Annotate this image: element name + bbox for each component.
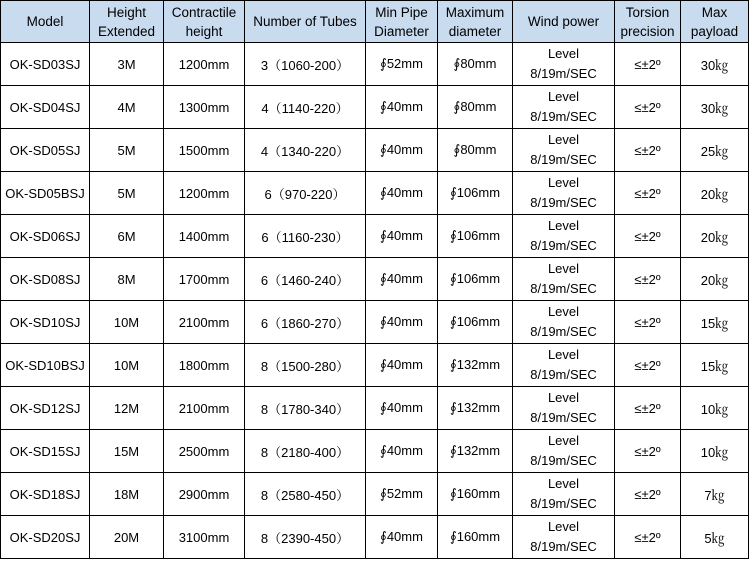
cell-torsion xyxy=(615,215,681,258)
table-row xyxy=(1,215,749,258)
cell-torsion xyxy=(615,258,681,301)
cell-height xyxy=(90,473,164,516)
wind-speed-text: 8/19m/SEC xyxy=(530,238,597,253)
table-row xyxy=(1,516,749,559)
cell-height xyxy=(90,516,164,559)
height-text: 10M xyxy=(113,357,140,373)
contractile-text: 1500mm xyxy=(178,142,230,158)
cell-contractile xyxy=(164,172,245,215)
cell-tubes xyxy=(245,516,366,559)
cell-min-pipe xyxy=(366,172,438,215)
cell-min-pipe xyxy=(366,86,438,129)
cell-torsion xyxy=(615,301,681,344)
tubes-text: 4（1140-220） xyxy=(261,100,349,116)
contractile-text: 1400mm xyxy=(178,228,230,244)
cell-min-pipe xyxy=(366,215,438,258)
cell-payload xyxy=(681,258,749,301)
cell-payload xyxy=(681,172,749,215)
table-row xyxy=(1,473,749,516)
min-pipe-text: ∮52mm xyxy=(380,486,423,501)
cell-contractile xyxy=(164,387,245,430)
cell-torsion xyxy=(615,387,681,430)
cell-contractile xyxy=(164,129,245,172)
wind-level-text: Level xyxy=(547,390,580,405)
height-text: 10M xyxy=(113,314,140,330)
cell-max-diameter xyxy=(438,430,513,473)
model-text: OK-SD20SJ xyxy=(9,529,81,545)
cell-wind xyxy=(513,86,615,129)
payload-text: 5㎏ xyxy=(704,530,725,546)
cell-tubes xyxy=(245,215,366,258)
torsion-text: ≤±2º xyxy=(634,228,661,244)
table-row xyxy=(1,258,749,301)
height-text: 6M xyxy=(117,228,136,244)
cell-min-pipe xyxy=(366,301,438,344)
cell-payload xyxy=(681,516,749,559)
tubes-text: 8（2390-450） xyxy=(260,530,350,546)
cell-contractile xyxy=(164,215,245,258)
cell-payload xyxy=(681,301,749,344)
torsion-text: ≤±2º xyxy=(634,99,661,115)
cell-payload xyxy=(681,215,749,258)
cell-wind xyxy=(513,215,615,258)
wind-speed-text: 8/19m/SEC xyxy=(530,324,597,339)
wind-speed-text: 8/19m/SEC xyxy=(530,410,597,425)
wind-level-text: Level xyxy=(547,519,580,534)
torsion-text: ≤±2º xyxy=(634,185,661,201)
wind-level-text: Level xyxy=(547,476,580,491)
table-row xyxy=(1,43,749,86)
payload-text: 30㎏ xyxy=(700,57,729,73)
table-row xyxy=(1,301,749,344)
header-cell-height xyxy=(90,1,164,43)
tubes-text: 6（1160-230） xyxy=(261,229,349,245)
cell-height xyxy=(90,86,164,129)
cell-tubes xyxy=(245,387,366,430)
cell-contractile xyxy=(164,258,245,301)
max-diameter-text: ∮106mm xyxy=(449,228,501,243)
cell-model xyxy=(1,430,90,473)
contractile-text: 2100mm xyxy=(178,400,230,416)
header-text: Min Pipe xyxy=(375,4,428,20)
max-diameter-text: ∮80mm xyxy=(453,56,497,71)
payload-text: 10㎏ xyxy=(700,444,729,460)
payload-text: 20㎏ xyxy=(700,272,729,288)
header-text: Wind power xyxy=(527,14,600,29)
model-text: OK-SD18SJ xyxy=(9,486,81,502)
min-pipe-text: ∮40mm xyxy=(380,142,423,157)
contractile-text: 2900mm xyxy=(178,486,230,502)
payload-text: 7㎏ xyxy=(704,487,725,503)
header-text: Max xyxy=(701,4,728,20)
model-text: OK-SD08SJ xyxy=(9,271,81,287)
header-text: Diameter xyxy=(374,23,429,39)
wind-level-text: Level xyxy=(547,347,580,362)
cell-min-pipe xyxy=(366,43,438,86)
wind-speed-text: 8/19m/SEC xyxy=(530,109,597,124)
cell-model xyxy=(1,301,90,344)
cell-payload xyxy=(681,43,749,86)
cell-max-diameter xyxy=(438,215,513,258)
min-pipe-text: ∮40mm xyxy=(380,228,423,243)
wind-speed-text: 8/19m/SEC xyxy=(530,195,597,210)
wind-level-text: Level xyxy=(547,261,580,276)
cell-max-diameter xyxy=(438,516,513,559)
cell-payload xyxy=(681,387,749,430)
model-text: OK-SD10BSJ xyxy=(5,357,85,373)
cell-tubes xyxy=(245,344,366,387)
cell-height xyxy=(90,301,164,344)
contractile-text: 1300mm xyxy=(178,99,230,115)
header-cell-min-pipe xyxy=(366,1,438,43)
cell-contractile xyxy=(164,301,245,344)
header-text: diameter xyxy=(448,23,502,39)
height-text: 4M xyxy=(117,99,136,115)
cell-payload xyxy=(681,430,749,473)
tubes-text: 8（1780-340） xyxy=(260,401,350,417)
torsion-text: ≤±2º xyxy=(634,357,661,373)
cell-model xyxy=(1,344,90,387)
cell-model xyxy=(1,43,90,86)
cell-max-diameter xyxy=(438,129,513,172)
tubes-text: 8（2180-400） xyxy=(260,444,350,460)
cell-max-diameter xyxy=(438,258,513,301)
cell-wind xyxy=(513,387,615,430)
header-text: Maximum xyxy=(445,4,505,20)
cell-model xyxy=(1,215,90,258)
cell-max-diameter xyxy=(438,86,513,129)
header-cell-max-diameter xyxy=(438,1,513,43)
cell-max-diameter xyxy=(438,387,513,430)
wind-level-text: Level xyxy=(547,304,580,319)
cell-max-diameter xyxy=(438,473,513,516)
header-cell-contractile xyxy=(164,1,245,43)
min-pipe-text: ∮40mm xyxy=(380,314,423,329)
tubes-text: 8（2580-450） xyxy=(260,487,350,503)
cell-wind xyxy=(513,172,615,215)
max-diameter-text: ∮106mm xyxy=(449,314,501,329)
model-text: OK-SD05BSJ xyxy=(5,185,85,201)
cell-wind xyxy=(513,344,615,387)
torsion-text: ≤±2º xyxy=(634,400,661,416)
cell-payload xyxy=(681,473,749,516)
header-text: Extended xyxy=(97,23,156,39)
max-diameter-text: ∮106mm xyxy=(449,271,501,286)
wind-speed-text: 8/19m/SEC xyxy=(530,152,597,167)
cell-tubes xyxy=(245,430,366,473)
max-diameter-text: ∮132mm xyxy=(449,400,501,415)
header-row xyxy=(1,1,749,43)
header-text: Torsion xyxy=(625,4,670,20)
cell-model xyxy=(1,387,90,430)
max-diameter-text: ∮106mm xyxy=(449,185,501,200)
header-cell-wind xyxy=(513,1,615,43)
payload-text: 15㎏ xyxy=(700,358,729,374)
wind-level-text: Level xyxy=(547,132,580,147)
header-text: height xyxy=(185,23,223,39)
height-text: 20M xyxy=(113,529,140,545)
cell-height xyxy=(90,430,164,473)
contractile-text: 1200mm xyxy=(178,56,230,72)
table-row xyxy=(1,129,749,172)
model-text: OK-SD05SJ xyxy=(9,142,81,158)
header-cell-model xyxy=(1,1,90,43)
height-text: 18M xyxy=(113,486,140,502)
cell-wind xyxy=(513,430,615,473)
cell-torsion xyxy=(615,172,681,215)
model-text: OK-SD04SJ xyxy=(9,99,81,115)
cell-min-pipe xyxy=(366,516,438,559)
payload-text: 10㎏ xyxy=(700,401,729,417)
table-row xyxy=(1,86,749,129)
header-text: payload xyxy=(690,23,739,39)
max-diameter-text: ∮160mm xyxy=(449,486,501,501)
cell-height xyxy=(90,215,164,258)
min-pipe-text: ∮40mm xyxy=(380,443,423,458)
cell-wind xyxy=(513,473,615,516)
torsion-text: ≤±2º xyxy=(634,529,661,545)
model-text: OK-SD10SJ xyxy=(9,314,81,330)
model-text: OK-SD15SJ xyxy=(9,443,81,459)
wind-speed-text: 8/19m/SEC xyxy=(530,281,597,296)
contractile-text: 3100mm xyxy=(178,529,230,545)
cell-height xyxy=(90,129,164,172)
min-pipe-text: ∮40mm xyxy=(380,357,423,372)
cell-height xyxy=(90,172,164,215)
cell-torsion xyxy=(615,516,681,559)
cell-torsion xyxy=(615,344,681,387)
table-row xyxy=(1,172,749,215)
cell-max-diameter xyxy=(438,172,513,215)
cell-max-diameter xyxy=(438,43,513,86)
cell-model xyxy=(1,516,90,559)
cell-model xyxy=(1,473,90,516)
payload-text: 20㎏ xyxy=(700,229,729,245)
cell-contractile xyxy=(164,516,245,559)
max-diameter-text: ∮132mm xyxy=(449,443,501,458)
wind-speed-text: 8/19m/SEC xyxy=(530,66,597,81)
header-cell-tubes xyxy=(245,1,366,43)
header-text: precision xyxy=(620,23,675,39)
torsion-text: ≤±2º xyxy=(634,56,661,72)
cell-min-pipe xyxy=(366,473,438,516)
tubes-text: 3（1060-200） xyxy=(260,57,350,73)
cell-wind xyxy=(513,43,615,86)
table-body xyxy=(1,43,749,559)
torsion-text: ≤±2º xyxy=(634,142,661,158)
min-pipe-text: ∮40mm xyxy=(380,271,423,286)
height-text: 15M xyxy=(113,443,140,459)
cell-tubes xyxy=(245,172,366,215)
wind-speed-text: 8/19m/SEC xyxy=(530,367,597,382)
min-pipe-text: ∮40mm xyxy=(380,99,423,114)
wind-level-text: Level xyxy=(547,46,580,61)
cell-torsion xyxy=(615,129,681,172)
contractile-text: 2500mm xyxy=(178,443,230,459)
cell-min-pipe xyxy=(366,387,438,430)
wind-speed-text: 8/19m/SEC xyxy=(530,496,597,511)
wind-speed-text: 8/19m/SEC xyxy=(530,453,597,468)
min-pipe-text: ∮40mm xyxy=(380,529,423,544)
cell-contractile xyxy=(164,473,245,516)
payload-text: 20㎏ xyxy=(700,186,729,202)
cell-tubes xyxy=(245,301,366,344)
model-text: OK-SD03SJ xyxy=(9,56,81,72)
cell-tubes xyxy=(245,129,366,172)
model-text: OK-SD12SJ xyxy=(9,400,81,416)
min-pipe-text: ∮40mm xyxy=(380,400,423,415)
cell-payload xyxy=(681,86,749,129)
table-row xyxy=(1,430,749,473)
cell-height xyxy=(90,258,164,301)
cell-min-pipe xyxy=(366,430,438,473)
cell-model xyxy=(1,86,90,129)
wind-speed-text: 8/19m/SEC xyxy=(530,539,597,554)
cell-height xyxy=(90,344,164,387)
tubes-text: 6（970-220） xyxy=(264,186,346,202)
tubes-text: 6（1860-270） xyxy=(260,315,350,331)
cell-contractile xyxy=(164,43,245,86)
payload-text: 25㎏ xyxy=(700,143,729,159)
cell-model xyxy=(1,129,90,172)
cell-wind xyxy=(513,301,615,344)
torsion-text: ≤±2º xyxy=(634,271,661,287)
cell-payload xyxy=(681,344,749,387)
contractile-text: 2100mm xyxy=(178,314,230,330)
wind-level-text: Level xyxy=(547,89,580,104)
cell-model xyxy=(1,258,90,301)
min-pipe-text: ∮52mm xyxy=(380,56,423,71)
cell-contractile xyxy=(164,86,245,129)
height-text: 5M xyxy=(117,185,136,201)
cell-torsion xyxy=(615,43,681,86)
cell-wind xyxy=(513,258,615,301)
cell-wind xyxy=(513,129,615,172)
torsion-text: ≤±2º xyxy=(634,314,661,330)
payload-text: 30㎏ xyxy=(700,100,729,116)
cell-payload xyxy=(681,129,749,172)
cell-tubes xyxy=(245,86,366,129)
height-text: 12M xyxy=(113,400,140,416)
cell-height xyxy=(90,387,164,430)
cell-contractile xyxy=(164,344,245,387)
model-text: OK-SD06SJ xyxy=(9,228,81,244)
cell-torsion xyxy=(615,473,681,516)
contractile-text: 1800mm xyxy=(178,357,230,373)
header-cell-payload xyxy=(681,1,749,43)
table-row xyxy=(1,387,749,430)
header-text: Contractile xyxy=(171,4,237,20)
cell-torsion xyxy=(615,430,681,473)
cell-max-diameter xyxy=(438,301,513,344)
contractile-text: 1200mm xyxy=(178,185,230,201)
height-text: 5M xyxy=(117,142,136,158)
tubes-text: 6（1460-240） xyxy=(260,272,350,288)
max-diameter-text: ∮80mm xyxy=(453,99,497,114)
header-text: Model xyxy=(26,14,64,29)
cell-min-pipe xyxy=(366,258,438,301)
cell-min-pipe xyxy=(366,344,438,387)
cell-torsion xyxy=(615,86,681,129)
cell-tubes xyxy=(245,43,366,86)
cell-tubes xyxy=(245,473,366,516)
min-pipe-text: ∮40mm xyxy=(380,185,423,200)
wind-level-text: Level xyxy=(547,433,580,448)
max-diameter-text: ∮132mm xyxy=(449,357,501,372)
cell-height xyxy=(90,43,164,86)
wind-level-text: Level xyxy=(547,218,580,233)
payload-text: 15㎏ xyxy=(700,315,729,331)
header-text: Number of Tubes xyxy=(253,14,357,29)
header-text: Height xyxy=(106,4,147,20)
table-row xyxy=(1,344,749,387)
height-text: 3M xyxy=(117,56,136,72)
cell-contractile xyxy=(164,430,245,473)
cell-max-diameter xyxy=(438,344,513,387)
wind-level-text: Level xyxy=(547,175,580,190)
header-cell-torsion xyxy=(615,1,681,43)
height-text: 8M xyxy=(117,271,136,287)
cell-min-pipe xyxy=(366,129,438,172)
torsion-text: ≤±2º xyxy=(634,486,661,502)
max-diameter-text: ∮80mm xyxy=(453,142,497,157)
max-diameter-text: ∮160mm xyxy=(449,529,501,544)
tubes-text: 4（1340-220） xyxy=(260,143,350,159)
cell-tubes xyxy=(245,258,366,301)
contractile-text: 1700mm xyxy=(178,271,230,287)
tubes-text: 8（1500-280） xyxy=(260,358,350,374)
cell-model xyxy=(1,172,90,215)
cell-wind xyxy=(513,516,615,559)
torsion-text: ≤±2º xyxy=(634,443,661,459)
